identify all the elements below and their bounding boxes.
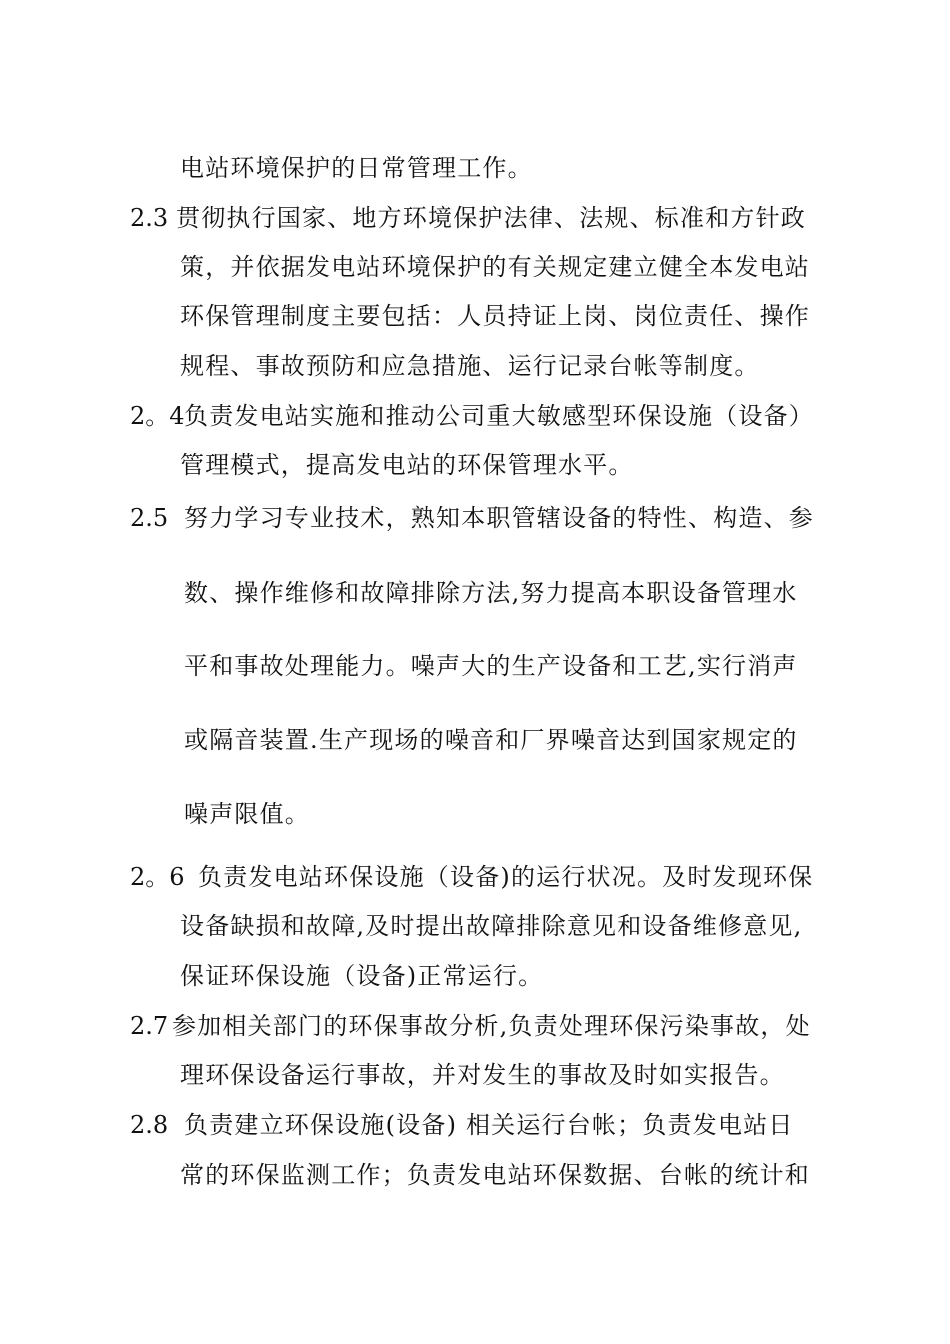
text-line: 数、操作维修和故障排除方法,努力提高本职设备管理水 <box>184 579 798 607</box>
text-line: 设备缺损和故障,及时提出故障排除意见和设备维修意见, <box>180 912 803 940</box>
text-line: 管理模式，提高发电站的环保管理水平。 <box>180 451 634 479</box>
section-number: 2.7 <box>130 1012 169 1040</box>
section-number: 2。4 <box>130 402 185 430</box>
text-line: 噪声限值。 <box>184 800 310 828</box>
text-line: 负责建立环保设施(设备) 相关运行台帐；负责发电站日 <box>184 1111 794 1139</box>
text-line: 策，并依据发电站环境保护的有关规定建立健全本发电站 <box>180 253 810 281</box>
text-line: 负责发电站实施和推动公司重大敏感型环保设施（设备） <box>184 402 814 430</box>
section-number: 2.3 <box>130 204 169 232</box>
section-number: 2。6 <box>130 863 185 891</box>
text-line: 常的环保监测工作；负责发电站环保数据、台帐的统计和 <box>180 1161 810 1189</box>
section-number: 2.8 <box>130 1111 169 1139</box>
text-line: 平和事故处理能力。噪声大的生产设备和工艺,实行消声 <box>184 652 798 680</box>
text-line: 电站环境保护的日常管理工作。 <box>180 154 533 182</box>
text-line: 环保管理制度主要包括：人员持证上岗、岗位责任、操作 <box>180 302 810 330</box>
text-line: 或隔音装置.生产现场的噪音和厂界噪音达到国家规定的 <box>184 726 798 754</box>
text-line: 保证环保设施（设备)正常运行。 <box>180 962 544 990</box>
text-line: 参加相关部门的环保事故分析,负责处理环保污染事故，处 <box>172 1012 811 1040</box>
text-line: 负责发电站环保设施（设备)的运行状况。及时发现环保 <box>198 863 814 891</box>
section-number: 2.5 <box>130 504 169 532</box>
text-line: 理环保设备运行事故，并对发生的事故及时如实报告。 <box>180 1061 785 1089</box>
text-line: 规程、事故预防和应急措施、运行记录台帐等制度。 <box>180 352 760 380</box>
text-line: 贯彻执行国家、地方环境保护法律、法规、标准和方针政 <box>176 204 806 232</box>
text-line: 努力学习专业技术，熟知本职管辖设备的特性、构造、参 <box>184 504 814 532</box>
